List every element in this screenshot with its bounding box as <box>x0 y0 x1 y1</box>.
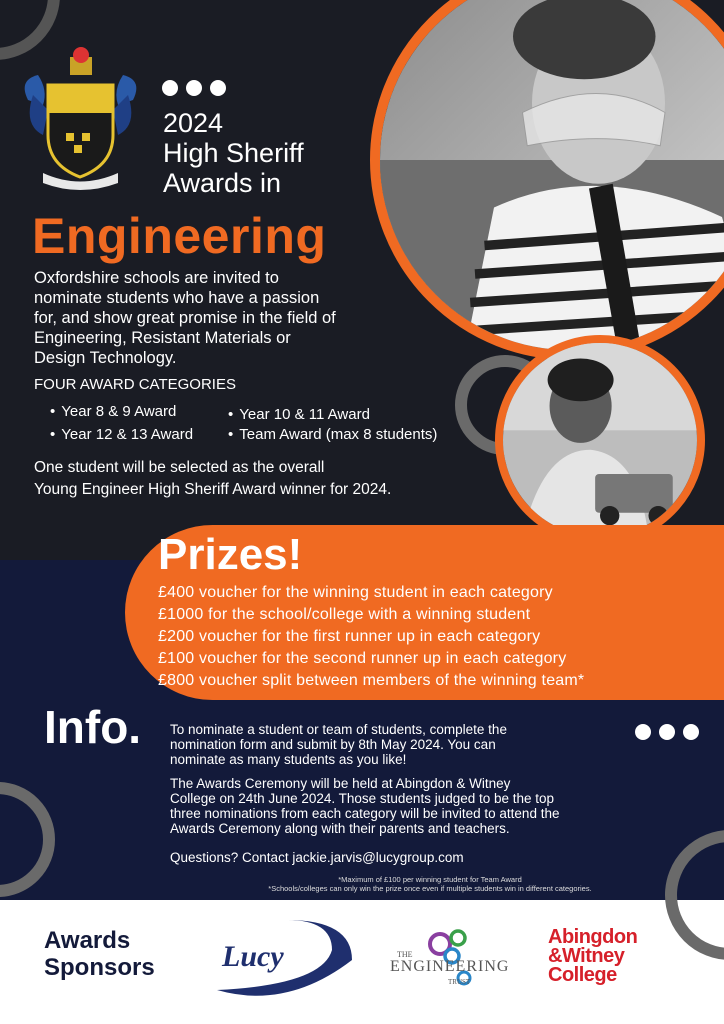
abingdon-witney-college-logo <box>548 928 637 985</box>
info-line: Awards Ceremony along with their parents and teachers. <box>170 821 510 836</box>
info-line: The Awards Ceremony will be held at Abingdon & Witney <box>170 776 511 791</box>
overall-line: One student will be selected as the overall <box>34 459 325 476</box>
prize-item: £800 voucher split between members of the winning team* <box>158 672 585 689</box>
intro-line: Oxfordshire schools are invited to <box>34 269 279 287</box>
category-item: • Year 12 & 13 Award <box>50 426 193 443</box>
prize-item: £100 voucher for the second runner up in each category <box>158 650 567 667</box>
category-item: • Year 8 & 9 Award <box>50 403 176 420</box>
intro-line: Design Technology. <box>34 349 177 367</box>
decorative-dots <box>162 80 226 96</box>
category-item: • Year 10 & 11 Award <box>228 406 370 423</box>
nomination-paragraph <box>170 722 630 767</box>
engineering-trust-the: THE <box>397 950 413 959</box>
category-item: • Team Award (max 8 students) <box>228 426 437 443</box>
high-sheriff-crest-logo <box>18 45 143 195</box>
info-line: To nominate a student or team of students, complete the <box>170 722 507 737</box>
info-line: three nominations from each category will be invited to attend the <box>170 806 560 821</box>
year-heading: 2024 <box>163 108 224 138</box>
engineering-trust-sub: TRUST <box>448 978 471 986</box>
prize-item: £1000 for the school/college with a winning student <box>158 606 531 623</box>
info-line: nomination form and submit by 8th May 2024. You can <box>170 737 496 752</box>
info-line: nominate as many students as you like! <box>170 752 407 767</box>
overall-line: Young Engineer High Sheriff Award winner for 2024. <box>34 481 392 498</box>
title-line-2: Awards in <box>163 168 282 198</box>
title-line-1: High Sheriff <box>163 138 304 168</box>
intro-line: Engineering, Resistant Materials or <box>34 329 291 347</box>
info-heading: Info. <box>44 701 142 753</box>
prize-item: £400 voucher for the winning student in each category <box>158 584 553 601</box>
subject-heading: Engineering <box>32 208 327 264</box>
prizes-heading: Prizes! <box>158 530 303 579</box>
sponsors-label-line: Sponsors <box>44 954 155 981</box>
contact-line: Questions? Contact jackie.jarvis@lucygroup.com <box>170 850 464 865</box>
intro-line: nominate students who have a passion <box>34 289 320 307</box>
abingdon-logo-line: &Witney <box>548 945 625 967</box>
student-robot-photo <box>495 335 705 545</box>
prize-item: £200 voucher for the first runner up in each category <box>158 628 541 645</box>
abingdon-logo-line: College <box>548 964 617 986</box>
ceremony-paragraph <box>170 776 630 836</box>
info-line: College on 24th June 2024. Those students judged to be the top <box>170 791 555 806</box>
decorative-dots <box>635 724 699 740</box>
sponsors-label <box>44 927 155 981</box>
overall-award-text <box>34 457 474 501</box>
categories-heading: FOUR AWARD CATEGORIES <box>34 376 236 393</box>
engineering-trust-name: ENGINEERING <box>390 958 510 975</box>
intro-line: for, and show great promise in the field of <box>34 309 336 327</box>
sponsors-label-line: Awards <box>44 927 131 954</box>
lucy-logo-text: Lucy <box>222 940 284 973</box>
abingdon-logo-line: Abingdon <box>548 926 638 948</box>
intro-text <box>34 268 394 368</box>
footnote: *Schools/colleges can only win the prize once even if multiple students win in different categories. <box>268 884 592 893</box>
footnote: *Maximum of £100 per winning student for Team Award <box>338 875 522 884</box>
